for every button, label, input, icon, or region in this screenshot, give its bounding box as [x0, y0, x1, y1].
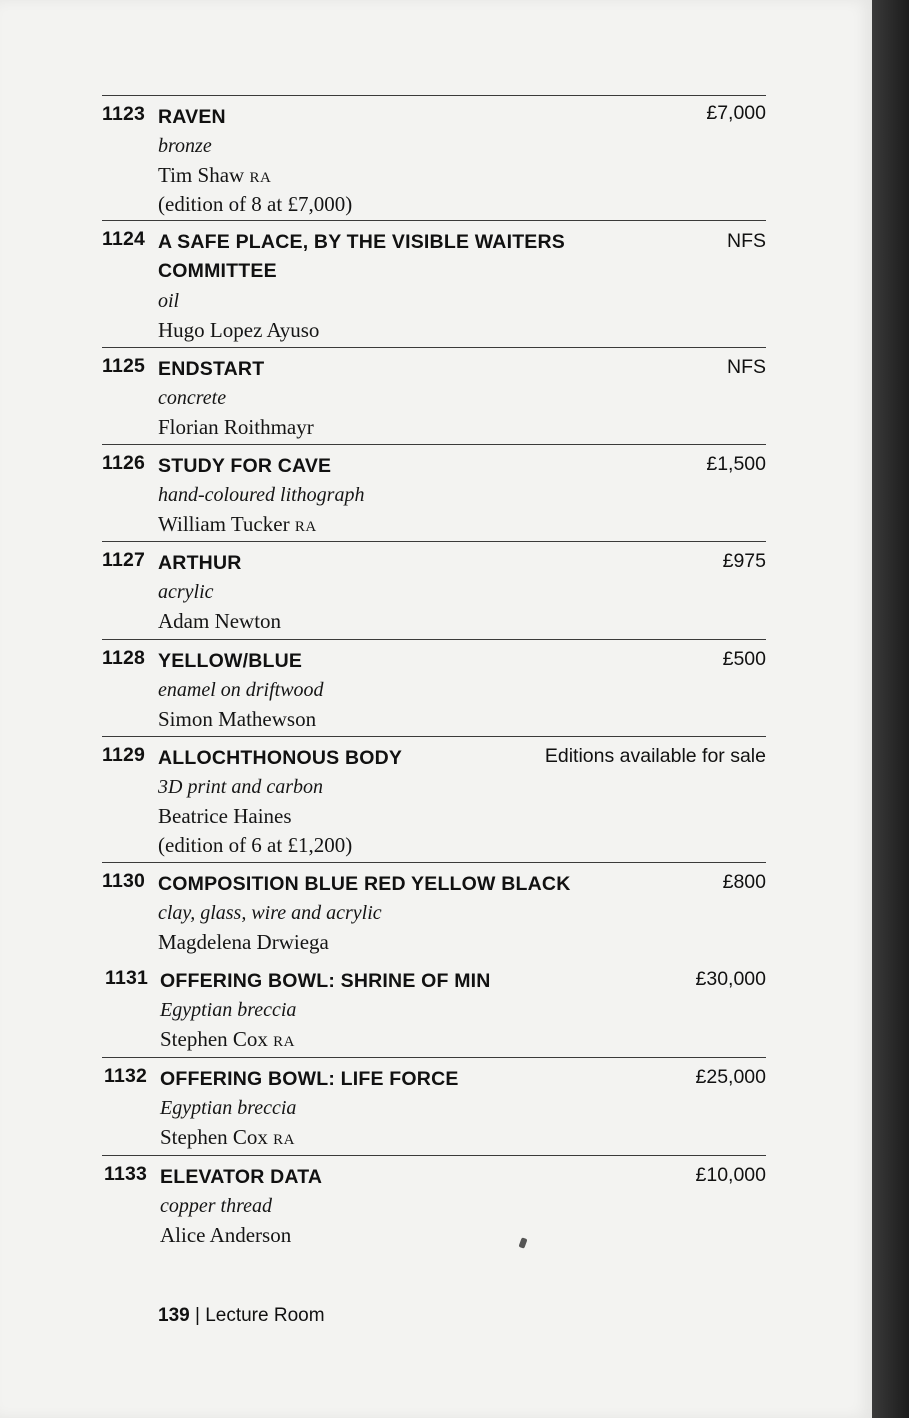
- entry-price: £7,000: [706, 102, 766, 124]
- entry-medium: Egyptian breccia: [160, 1097, 297, 1119]
- entry-medium: Egyptian breccia: [160, 999, 297, 1021]
- entry-price: NFS: [727, 356, 766, 378]
- entry-artist: Beatrice Haines: [158, 804, 292, 828]
- entry-title: ALLOCHTHONOUS BODY: [158, 747, 403, 769]
- entry-edition-note: (edition of 6 at £1,200): [158, 833, 353, 857]
- entry-artist: Stephen Cox RA: [160, 1027, 296, 1051]
- entry-medium: acrylic: [158, 581, 214, 603]
- entry-title: ELEVATOR DATA: [160, 1166, 323, 1188]
- entry-title: YELLOW/BLUE: [158, 650, 303, 672]
- entry-price: £10,000: [695, 1164, 766, 1186]
- catalogue-entry: [102, 95, 766, 221]
- entry-medium: hand-coloured lithograph: [158, 484, 365, 506]
- catalogue-entry: [102, 220, 766, 348]
- catalogue-entry: [102, 736, 766, 863]
- entry-price: NFS: [727, 230, 766, 252]
- entry-medium: 3D print and carbon: [158, 776, 323, 798]
- entry-artist: Magdelena Drwiega: [158, 930, 329, 954]
- catalogue-entry: [102, 541, 766, 640]
- entry-number: 1130: [102, 870, 146, 892]
- catalogue-entry: [102, 1057, 766, 1156]
- entry-number: 1131: [105, 967, 149, 989]
- entry-number: 1127: [102, 549, 146, 571]
- catalogue-entry: [102, 1155, 766, 1254]
- entry-artist: William Tucker RA: [158, 512, 317, 536]
- entry-price: £30,000: [695, 968, 766, 990]
- catalogue-entry: [102, 960, 766, 1057]
- entry-price: £1,500: [706, 453, 766, 475]
- entry-number: 1129: [102, 744, 146, 766]
- entry-price: £800: [722, 871, 766, 893]
- entry-title: ARTHUR: [158, 552, 242, 574]
- entry-price: £975: [722, 550, 766, 572]
- entry-title: OFFERING BOWL: LIFE FORCE: [160, 1068, 459, 1090]
- entry-artist: Florian Roithmayr: [158, 415, 314, 439]
- entry-price: £25,000: [695, 1066, 766, 1088]
- entry-medium: enamel on driftwood: [158, 679, 324, 701]
- entry-medium: concrete: [158, 387, 227, 409]
- entry-artist: Simon Mathewson: [158, 707, 317, 731]
- page-footer: [158, 1305, 325, 1327]
- entry-medium: bronze: [158, 135, 212, 157]
- entry-title: STUDY FOR CAVE: [158, 455, 332, 477]
- entry-title: ENDSTART: [158, 358, 265, 380]
- entry-edition-note: (edition of 8 at £7,000): [158, 192, 353, 216]
- entry-artist: Tim Shaw RA: [158, 163, 272, 187]
- entry-number: 1125: [102, 355, 146, 377]
- entry-number: 1123: [102, 103, 146, 125]
- entry-price: £500: [722, 648, 766, 670]
- entry-price: Editions available for sale: [544, 745, 766, 767]
- entry-number: 1128: [102, 647, 146, 669]
- entry-number: 1132: [104, 1065, 148, 1087]
- entry-medium: clay, glass, wire and acrylic: [158, 902, 382, 924]
- catalogue-entry: [102, 862, 766, 961]
- entry-number: 1124: [102, 228, 146, 250]
- entry-title: OFFERING BOWL: SHRINE OF MIN: [160, 970, 491, 992]
- entry-title: COMPOSITION BLUE RED YELLOW BLACK: [158, 873, 571, 895]
- entry-artist: Hugo Lopez Ayuso: [158, 318, 320, 342]
- entry-number: 1126: [102, 452, 146, 474]
- entry-artist: Adam Newton: [158, 609, 282, 633]
- entry-medium: copper thread: [160, 1195, 273, 1217]
- page-number: 139: [158, 1305, 190, 1326]
- entry-number: 1133: [104, 1163, 148, 1185]
- entry-title: A SAFE PLACE, BY THE VISIBLE WAITERS COMMITTEE: [158, 231, 565, 282]
- book-edge: [872, 0, 909, 1418]
- entry-title: RAVEN: [158, 106, 226, 128]
- entry-artist: Stephen Cox RA: [160, 1125, 296, 1149]
- catalogue-entry: [102, 639, 766, 737]
- entry-artist: Alice Anderson: [160, 1223, 292, 1247]
- catalogue-entry: [102, 444, 766, 542]
- catalogue-entry: [102, 347, 766, 445]
- footer-separator: |: [194, 1305, 200, 1326]
- entry-medium: oil: [158, 290, 180, 312]
- room-name: Lecture Room: [205, 1305, 325, 1326]
